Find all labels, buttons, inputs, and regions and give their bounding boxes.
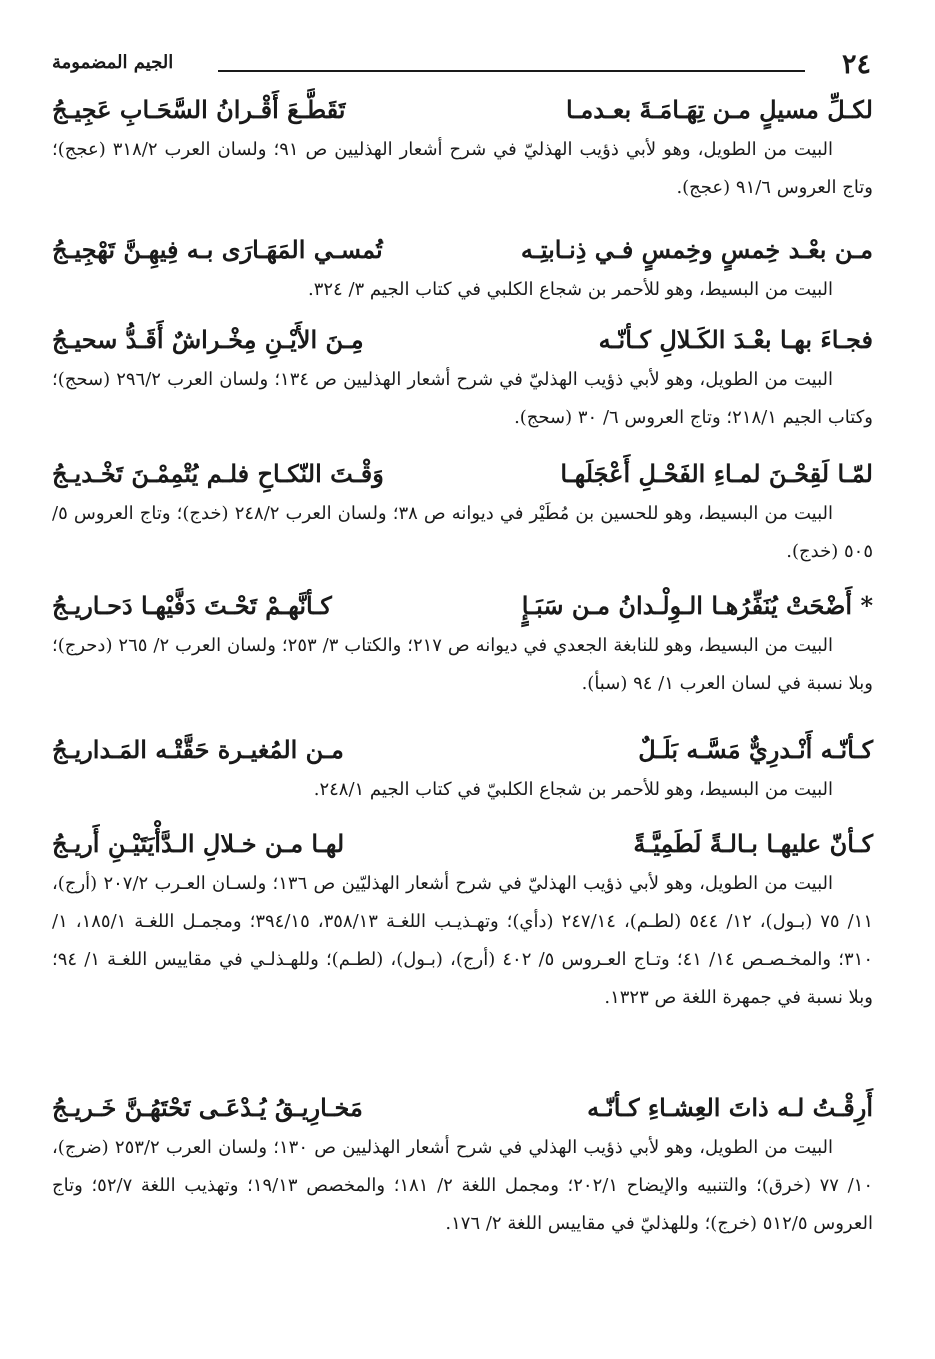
first-hemistich: كـأنّـه أَنْـدرِيٌّ مَسَّـه بَلَـلٌ [638, 735, 873, 764]
second-hemistich: كـأنَّهـمْ تَحْـتَ دَفَّيْهـا دَحـاريـجُ [52, 591, 332, 620]
verse-note: البيت من الطويل، وهو لأبي ذؤيب الهذليّ في شرح أشعار الهذليّين ص ١٣٦؛ ولسـان العـرب ٢٠٧/٢ (أرج)، ١١/ ٧٥ (بـول)، ١٢/ ٥٤٤ (لطـم)، ٢٤٧/١٤ (دأي)؛ وتهـذيـب اللغـة ٣٥٨/١٣، ٣٩٤/١٥؛ ومجمـل اللغـة ١٨٥/١، ١/ ٣١٠؛ والمخـصـص ١٤/ ٤١؛ وتـاج العـروس ٥/ ٤٠٢ (أرج)، (بـول)، (لطـم)؛ وللهـذلـي في مقاييس اللغـة ١/ ٩٤؛ وبلا نسبة في جمهرة اللغة ص ١٣٢٣. [52, 872, 874, 1008]
first-hemistich: * أَضْحَتْ يُنَفِّرُهـا الـوِلْـدانُ مـن سَبَـإٍ [521, 591, 873, 620]
verse-note: البيت من الطويل، وهو لأبي ذؤيب الهذليّ في شرح أشعار الهذليين ص ٩١؛ ولسان العرب ٣١٨/٢ (عجج)؛ وتاج العروس ٩١/٦ (عجج). [52, 138, 873, 198]
verse-note: البيت من البسيط، وهو للنابغة الجعدي في ديوانه ص ٢١٧؛ والكتاب ٣/ ٢٥٣؛ ولسان العرب ٢/ ٢٦٥ (دحرج)؛ وبلا نسبة في لسان العرب ١/ ٩٤ (سبأ). [52, 634, 873, 694]
verse-entry [52, 736, 873, 809]
first-hemistich: لمّـا لَقِحْـنَ لمـاءِ الفَحْـلِ أَعْجَلَهـا [560, 459, 873, 488]
verse-line [52, 460, 873, 489]
second-hemistich: وَقْـتَ النّكـاحِ فلـم يُتْمِمْـنَ تَخْـديـجُ [52, 459, 384, 488]
verse-note: البيت من الطويل، وهو لأبي ذؤيب الهذلي في شرح أشعار الهذليين ص ١٣٠؛ ولسان العرب ٢٥٣/٢ (ضرج)، ١٠/ ٧٧ (خرق)؛ والتنبيه والإيضاح ٢٠٢/١؛ ومجمل اللغة ٢/ ١٨١؛ والمخصص ١٩/١٣؛ وتهذيب اللغة ٥٢/٧؛ وتاج العروس ٥١٢/٥ (خرج)؛ وللهذليّ في مقاييس اللغة ٢/ ١٧٦. [52, 1136, 874, 1234]
first-hemistich: كـأنّ عليهـا بـالـةً لَطَمِيَّـةً [633, 829, 873, 858]
second-hemistich: لهـا مـن خـلالِ الـدَّأْيَتَيْـنِ أَريـجُ [52, 829, 345, 858]
second-hemistich: مـن المُغيـرة حَقَّتْـه المَـداريـجُ [52, 735, 344, 764]
second-hemistich: مَخـارِيـقُ يُـدْعَـى تَحْتَهُـنَّ خَـريـجُ [52, 1093, 363, 1122]
verse-note: البيت من البسيط، وهو للأحمر بن شجاع الكلبيّ في كتاب الجيم ٢٤٨/١. [313, 778, 833, 800]
first-hemistich: فجـاءَ بهـا بعْـدَ الكَـلالِ كـأنّـه [598, 325, 873, 354]
verse-line [52, 326, 873, 355]
verse-line [52, 736, 873, 765]
verse-line [52, 830, 873, 859]
verse-entry [52, 326, 873, 437]
verse-entry [52, 830, 873, 1017]
first-hemistich: لكـلِّ مسيلٍ مـن تِهَـامَـةَ بعـدمـا [566, 95, 873, 124]
header-rule [218, 70, 805, 72]
verse-line [52, 96, 873, 125]
page-number: ٢٤ [841, 49, 871, 80]
second-hemistich: مِـنَ الأَيْـنِ مِخْـراشٌ أَقَـدُّ سحيـجُ [52, 325, 364, 354]
section-title: الجيم المضمومة [52, 52, 174, 73]
verse-entry [52, 460, 873, 571]
verse-entry [52, 592, 873, 703]
verse-line [52, 592, 873, 621]
second-hemistich: تَقَطَّـعَ أَقْـرانُ السَّحَـابِ عَجِيـجُ [52, 95, 346, 124]
verse-note: البيت من البسيط، وهو للأحمر بن شجاع الكلبي في كتاب الجيم ٣/ ٣٢٤. [307, 278, 833, 300]
page-header [52, 38, 871, 78]
verse-note: البيت من البسيط، وهو للحسين بن مُطَيْر في ديوانه ص ٣٨؛ ولسان العرب ٢٤٨/٢ (خدج)؛ وتاج العروس ٥/ ٥٠٥ (خدج). [52, 502, 873, 562]
verse-line [52, 236, 873, 265]
verse-entry [52, 96, 873, 207]
verse-entry [52, 236, 873, 309]
verse-note: البيت من الطويل، وهو لأبي ذؤيب الهذليّ في شرح أشعار الهذليين ص ١٣٤؛ ولسان العرب ٢٩٦/٢ (سحج)؛ وكتاب الجيم ٢١٨/١؛ وتاج العروس ٦/ ٣٠ (سحج). [52, 368, 873, 428]
verse-line [52, 1094, 873, 1123]
second-hemistich: تُمسـي المَهَـارَى بـه فِيهِـنَّ تَهْجِيـجُ [52, 235, 383, 264]
first-hemistich: مـن بعْـد خِمسٍ وخِمسٍ فـي ذِنـابتِـه [520, 235, 873, 264]
verse-entry [52, 1094, 873, 1243]
first-hemistich: أَرِقْـتُ لـه ذاتَ العِشـاءِ كـأنّـه [587, 1093, 873, 1122]
